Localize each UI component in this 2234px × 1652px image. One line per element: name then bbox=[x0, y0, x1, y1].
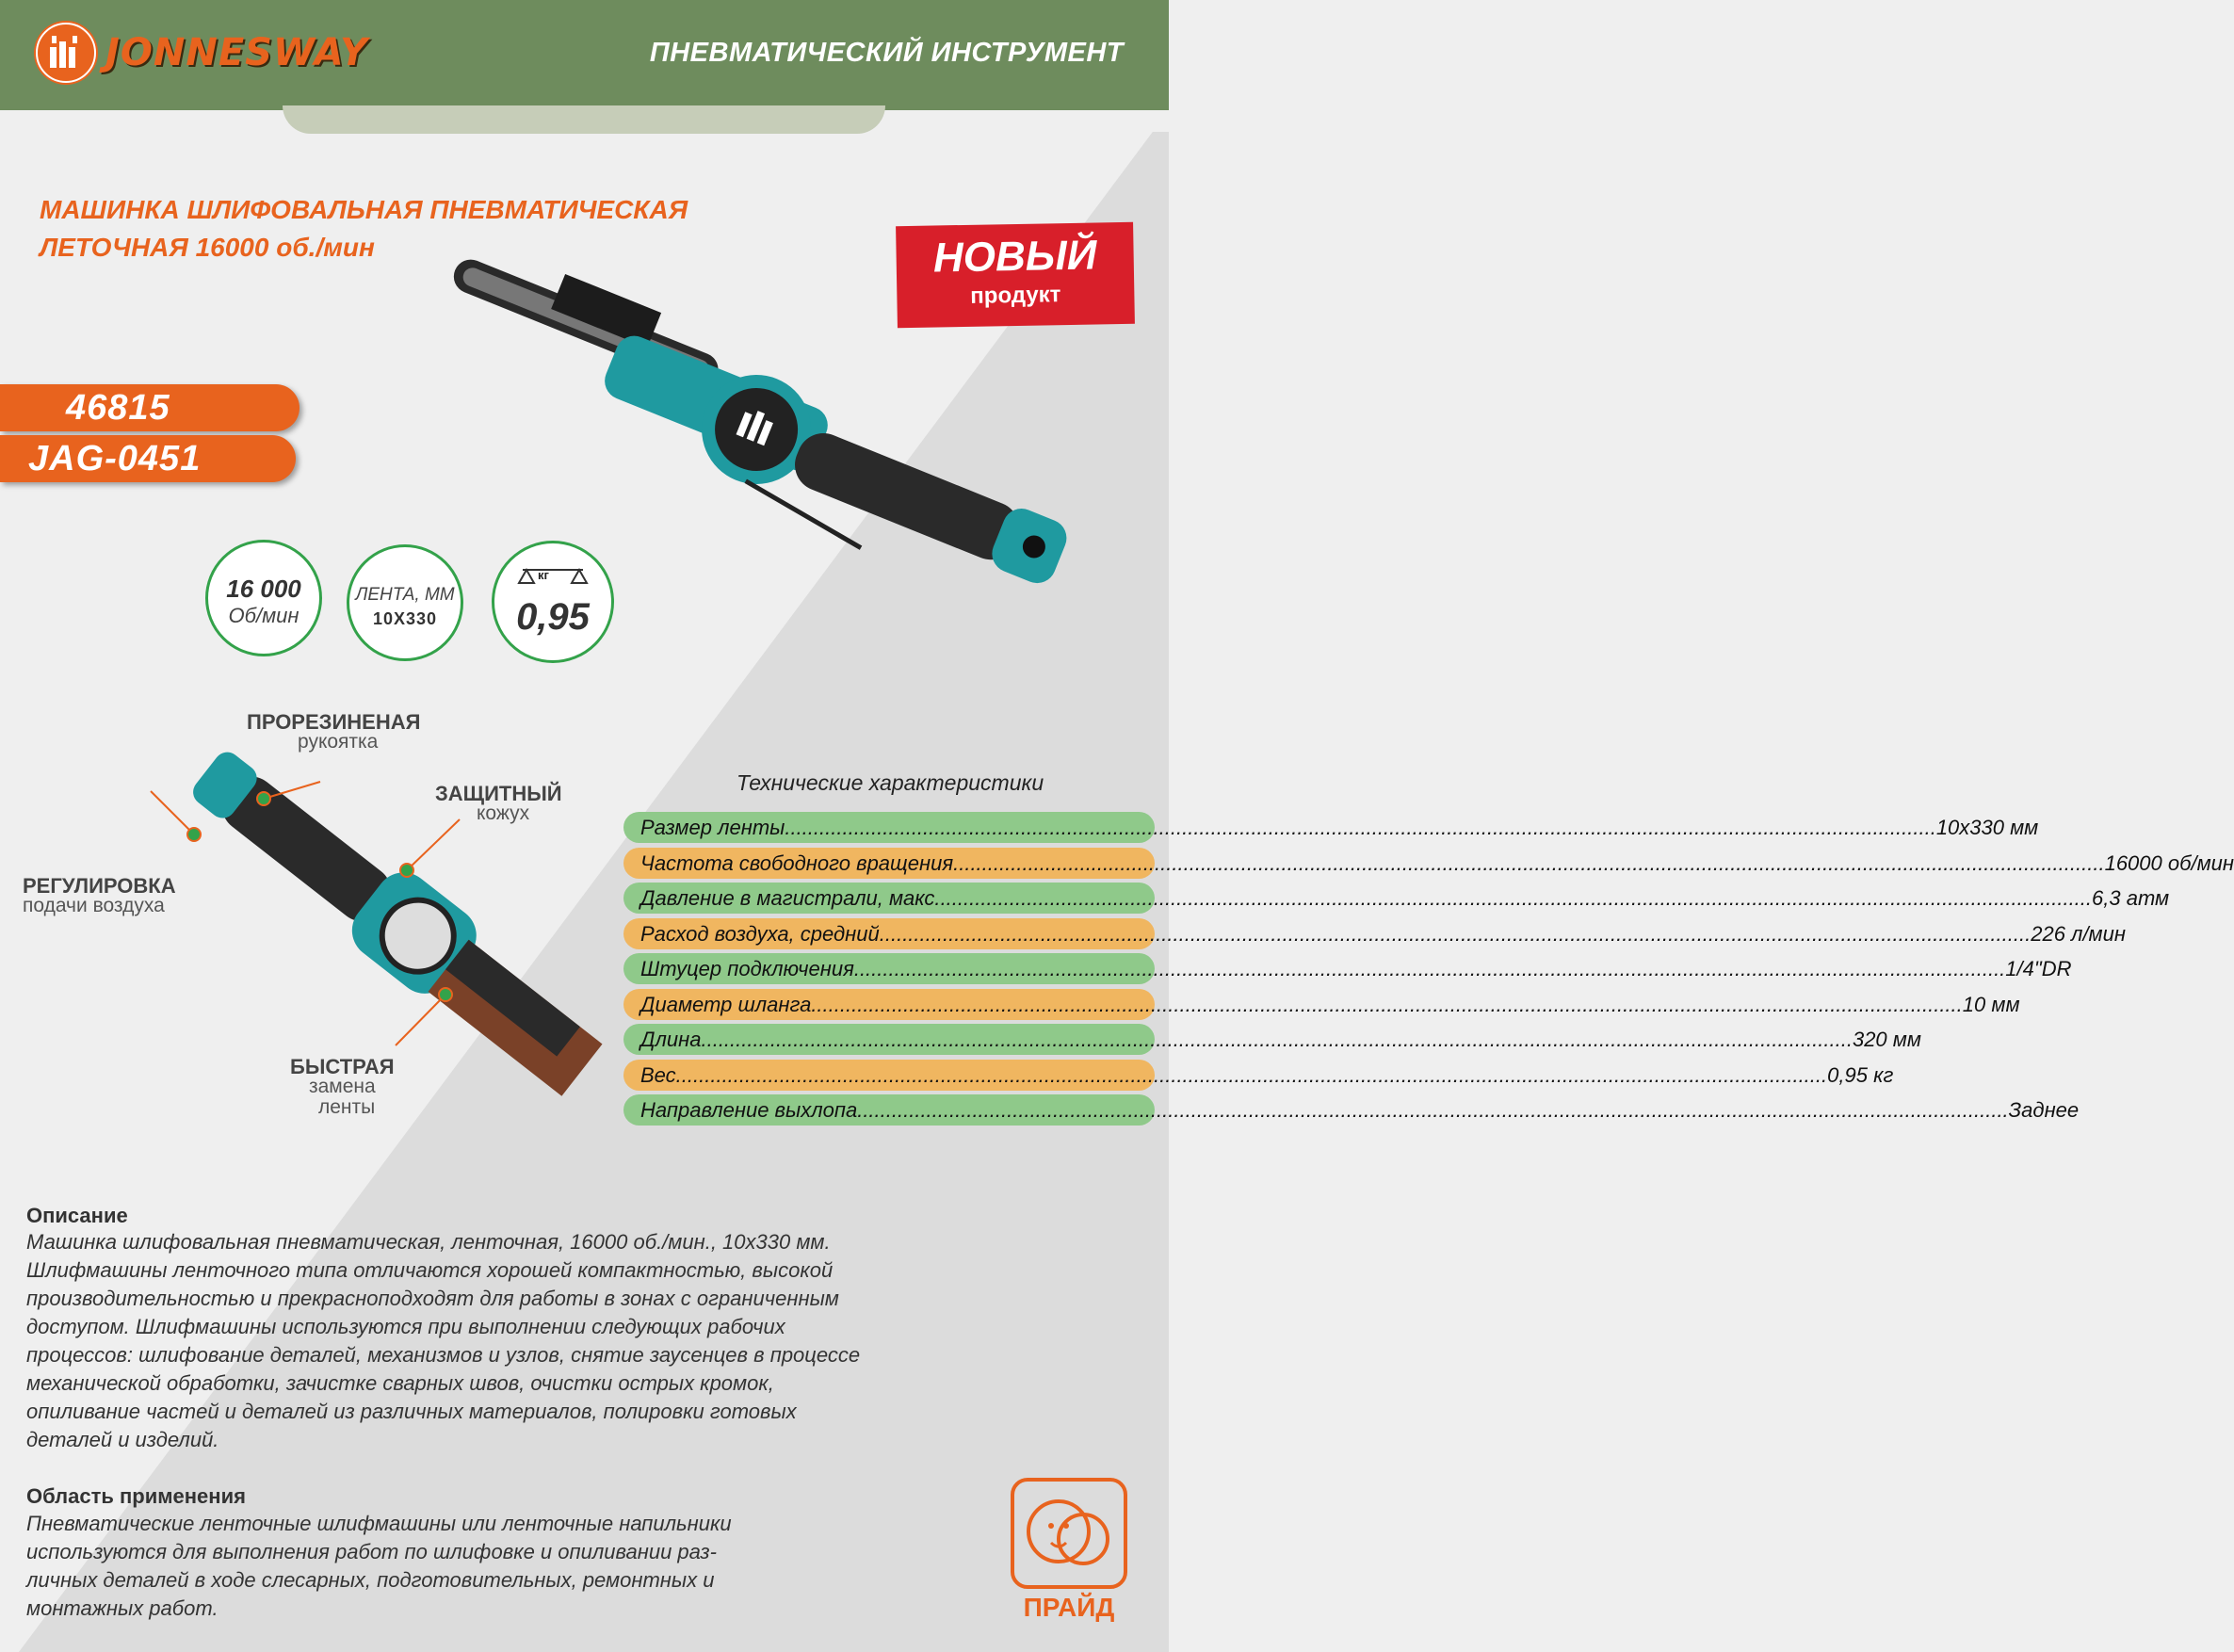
spec-label: Вес bbox=[640, 1062, 676, 1087]
spec-value: 10 мм bbox=[1962, 992, 2020, 1016]
spec-row bbox=[623, 812, 2039, 843]
spec-row bbox=[623, 848, 2234, 879]
spec-value: 320 мм bbox=[1852, 1028, 1921, 1051]
application-line: Пневматические ленточные шлифмашины или ленточные напильники bbox=[26, 1512, 732, 1535]
callout-belt-sub2: ленты bbox=[318, 1096, 376, 1118]
spec-leader-dots: ........................................................................................................................................................................................................ bbox=[857, 1098, 2009, 1122]
badge-small-text: продукт bbox=[970, 282, 1061, 309]
spec-row bbox=[623, 1060, 1894, 1091]
description-line: производительностью и прекрасноподходят для работы в зонах с ограниченным bbox=[26, 1287, 839, 1310]
spec-label: Частота свободного вращения bbox=[640, 850, 954, 875]
description-line: деталей и изделий. bbox=[26, 1428, 219, 1451]
callout-handle-title: ПРОРЕЗИНЕНАЯ bbox=[247, 710, 421, 734]
spec-leader-dots: ........................................................................................................................................................................................................ bbox=[853, 957, 2006, 980]
spec-value: 1/4"DR bbox=[2005, 957, 2072, 980]
spec-leader-dots: ........................................................................................................................................................................................................ bbox=[785, 816, 1936, 839]
spec-row bbox=[623, 1024, 1921, 1055]
brand-logo-icon bbox=[34, 21, 98, 85]
badge-big-text: НОВЫЙ bbox=[932, 232, 1097, 282]
callout-guard-sub: кожух bbox=[477, 802, 530, 824]
description-line: процессов: шлифование деталей, механизмов и узлов, снятие заусенцев в процессе bbox=[26, 1343, 861, 1367]
application-line: используются для выполнения работ по шлифовке и опиливании раз- bbox=[26, 1540, 717, 1563]
spec-label: Диаметр шланга bbox=[640, 992, 812, 1016]
weight-value: 0,95 bbox=[516, 596, 590, 638]
spec-label: Давление в магистрали, макс. bbox=[640, 886, 941, 910]
callout-guard-title: ЗАЩИТНЫЙ bbox=[435, 782, 562, 805]
belt-value: 10X330 bbox=[372, 609, 438, 628]
scale-icon bbox=[494, 562, 611, 591]
application-line: личных деталей в ходе слесарных, подготовительных, ремонтных и bbox=[26, 1568, 715, 1592]
spec-label: Направление выхлопа bbox=[640, 1098, 858, 1122]
brand-logo bbox=[34, 21, 368, 85]
application-heading: Область применения bbox=[26, 1484, 246, 1508]
belt-circle bbox=[347, 544, 463, 661]
weight-circle bbox=[492, 541, 614, 663]
header-tab bbox=[283, 105, 885, 134]
spec-value: Заднее bbox=[2008, 1098, 2080, 1122]
brand-name: JONNESWAY bbox=[105, 31, 368, 74]
product-title-line1: МАШИНКА ШЛИФОВАЛЬНАЯ ПНЕВМАТИЧЕСКАЯ bbox=[40, 195, 688, 224]
speed-value: 16 000 bbox=[226, 575, 301, 603]
spec-value: 6,3 атм bbox=[2092, 886, 2170, 910]
application-body bbox=[26, 1510, 874, 1623]
application-line: монтажных работ. bbox=[26, 1596, 219, 1620]
description-line: Шлифмашины ленточного типа отличаются хорошей компактностью, высокой bbox=[26, 1258, 834, 1282]
callout-air-title: РЕГУЛИРОВКА bbox=[23, 874, 176, 898]
spec-label: Размер ленты bbox=[640, 816, 785, 839]
spec-row bbox=[623, 1094, 2080, 1126]
callout-handle-sub: рукоятка bbox=[298, 731, 379, 753]
spec-label: Штуцер подключения bbox=[640, 957, 854, 980]
scale-icon-label: кг bbox=[538, 568, 549, 582]
callout-belt-sub1: замена bbox=[309, 1076, 376, 1097]
callout-belt-title: БЫСТРАЯ bbox=[290, 1055, 395, 1078]
description-line: опиливание частей и деталей из различных материалов, полировки готовых bbox=[26, 1400, 797, 1423]
spec-label: Длина bbox=[640, 1028, 702, 1051]
spec-leader-dots: ........................................................................................................................................................................................................ bbox=[940, 886, 2093, 910]
description-body bbox=[26, 1228, 968, 1454]
header-title: ПНЕВМАТИЧЕСКИЙ ИНСТРУМЕНТ bbox=[649, 38, 1124, 68]
spec-leader-dots: ........................................................................................................................................................................................................ bbox=[701, 1028, 1853, 1051]
prime-logo bbox=[1010, 1477, 1128, 1623]
spec-row bbox=[623, 918, 2126, 949]
new-product-badge bbox=[896, 222, 1135, 328]
callout-air-sub: подачи воздуха bbox=[23, 895, 165, 916]
lion-icon bbox=[1010, 1477, 1128, 1590]
spec-value: 16000 об/мин bbox=[2104, 850, 2234, 875]
spec-label: Расход воздуха, средний bbox=[640, 921, 880, 946]
spec-leader-dots: ........................................................................................................................................................................................................ bbox=[811, 992, 1963, 1016]
belt-label: ЛЕНТА, ММ bbox=[355, 585, 455, 605]
prime-logo-text: ПРАЙД bbox=[1023, 1593, 1115, 1622]
description-heading: Описание bbox=[26, 1204, 128, 1227]
speed-unit: Об/мин bbox=[228, 604, 299, 627]
specs-title: Технические характеристики bbox=[737, 770, 1044, 795]
spec-value: 226 л/мин bbox=[2031, 921, 2126, 946]
spec-value: 0,95 кг bbox=[1827, 1062, 1894, 1087]
spec-row bbox=[623, 883, 2170, 914]
spec-leader-dots: ........................................................................................................................................................................................................ bbox=[675, 1062, 1828, 1087]
description-line: доступом. Шлифмашины используются при выполнении следующих рабочих bbox=[26, 1315, 785, 1338]
model-code: JAG-0451 bbox=[0, 435, 296, 482]
spec-row bbox=[623, 989, 2020, 1020]
spec-leader-dots: ........................................................................................................................................................................................................ bbox=[879, 921, 2032, 946]
product-title-line2: ЛЕТОЧНАЯ 16000 об./мин bbox=[40, 233, 375, 262]
product-title bbox=[40, 191, 688, 267]
spec-value: 10x330 мм bbox=[1935, 816, 2039, 839]
article-code: 46815 bbox=[0, 384, 299, 431]
speed-circle bbox=[205, 540, 322, 656]
spec-row bbox=[623, 953, 2072, 984]
description-line: Машинка шлифовальная пневматическая, ленточная, 16000 об./мин., 10х330 мм. bbox=[26, 1230, 831, 1254]
spec-leader-dots: ........................................................................................................................................................................................................ bbox=[953, 850, 2105, 875]
description-line: механической обработки, зачистке сварных швов, очистки острых кромок, bbox=[26, 1371, 774, 1395]
